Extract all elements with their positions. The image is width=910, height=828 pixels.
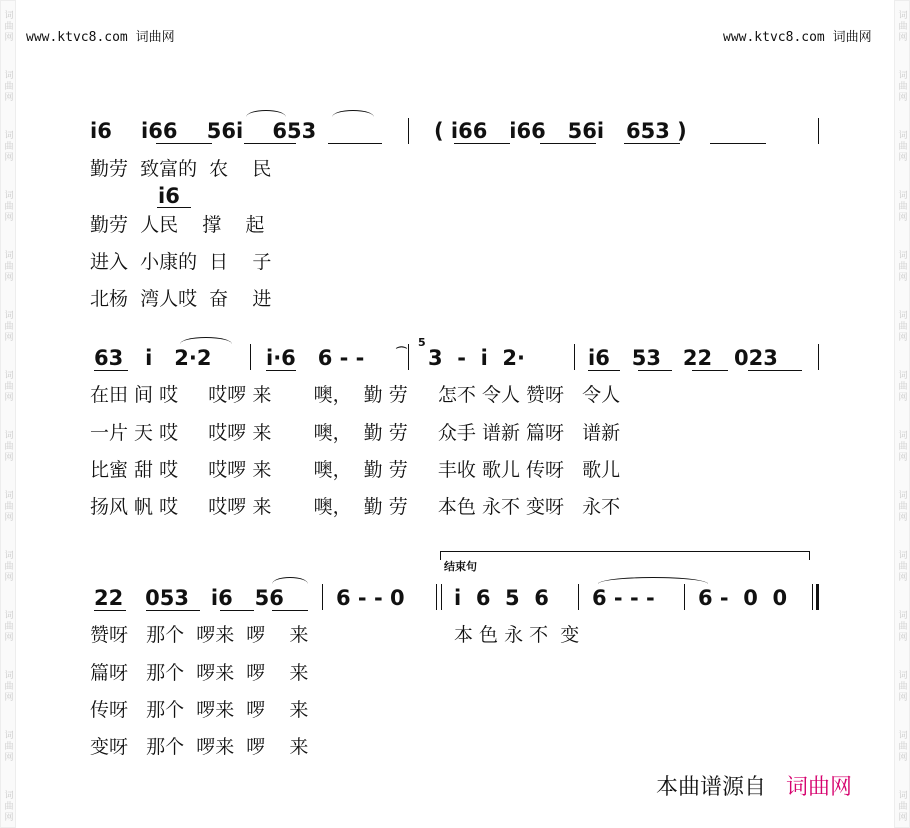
lyric-line-1-verse-2: 勤劳 人民 撑 起 [90,214,265,236]
watermark-text: 词 曲 网 [4,311,14,343]
watermark-text: 词 曲 网 [4,611,14,643]
watermark-text: 词 曲 网 [898,791,908,823]
watermark-text: 词 曲 网 [898,131,908,163]
lyric-line-3-verse-3: 传呀 那个 啰来 啰 来 [90,699,309,721]
watermark-text: 词 曲 网 [4,671,14,703]
barline [250,344,251,370]
beam [692,370,728,371]
watermark-text: 词 曲 网 [4,791,14,823]
watermark-text: 词 曲 网 [898,611,908,643]
double-barline [441,584,442,610]
barline [684,584,685,610]
notes-line-3b: 6 - - 0 [336,586,405,610]
watermark-text: 词 曲 网 [898,551,908,583]
watermark-text: 词 曲 网 [898,71,908,103]
watermark-text: 词 曲 网 [4,191,14,223]
watermark-text: 词 曲 网 [898,731,908,763]
source-label: 本曲谱源自 [656,775,767,800]
notes-line-3d: 6 - - - [592,586,655,610]
watermark-text: 词 曲 网 [4,551,14,583]
beam [146,610,200,611]
watermark-text: 词 曲 网 [898,11,908,43]
barline [818,118,819,144]
lyric-line-2-verse-1: 在田 间 哎 哎啰 来 噢， 勤 劳 怎不 令人 赞呀 令人 [90,384,621,406]
beam [220,610,254,611]
lyric-line-3-verse-2: 篇呀 那个 啰来 啰 来 [90,662,309,684]
lyric-line-3-verse-4: 变呀 那个 啰来 啰 来 [90,736,309,758]
watermark-text: 词 曲 网 [4,71,14,103]
lyric-line-2-verse-2: 一片 天 哎 哎啰 来 噢， 勤 劳 众手 谱新 篇呀 谱新 [90,422,621,444]
beam [454,143,510,144]
watermark-text: 词 曲 网 [4,371,14,403]
notes-line-2a: 63 i 2·2 [94,346,212,370]
lyric-line-1-verse-1: 勤劳 致富的 农 民 [90,158,272,180]
lyric-line-2-verse-4: 扬风 帆 哎 哎啰 来 噢， 勤 劳 本色 永不 变呀 永不 [90,496,621,518]
watermark-text: 词 曲 网 [4,251,14,283]
notes-line-2d: i6 53 22 023 [588,346,778,370]
beam [157,207,191,208]
beam [588,370,620,371]
beam [710,143,766,144]
tie-mark [272,577,308,584]
barline [578,584,579,610]
beam [638,370,672,371]
notes-line-1: i6 i66 56i 653 [90,119,317,143]
tie-mark [246,110,286,117]
ending-label: 结束句 [444,560,477,573]
header-right-site[interactable]: www.ktvc8.com 词曲网 [723,30,872,45]
notes-line-2c: 3 - i 2· [428,346,525,370]
watermark-text: 词 曲 网 [898,311,908,343]
barline [818,344,819,370]
lyric-line-2-verse-3: 比蜜 甜 哎 哎啰 来 噢， 勤 劳 丰收 歌儿 传呀 歌儿 [90,459,621,481]
notes-line-3c: i 6 5 6 [454,586,549,610]
barline [322,584,323,610]
barline [574,344,575,370]
barline [408,118,409,144]
source-credit [656,770,852,801]
notes-line-3a: 22 053 i6 56 [94,586,284,610]
watermark-text: 词 曲 网 [898,191,908,223]
left-watermark-strip [0,0,16,828]
beam [266,370,296,371]
notes-line-2b: i·6 6 - - [266,346,365,370]
watermark-text: 词 曲 网 [4,491,14,523]
beam [328,143,382,144]
beam [156,143,212,144]
watermark-text: 词 曲 网 [898,491,908,523]
watermark-text: 词 曲 网 [4,431,14,463]
beam [624,143,680,144]
lyric-line-1-verse-3: 进入 小康的 日 子 [90,251,272,273]
watermark-text: 词 曲 网 [4,11,14,43]
double-barline [436,584,437,610]
beam [94,610,126,611]
beam [244,143,296,144]
lyric-line-3-verse-1: 赞呀 那个 啰来 啰 来 [90,624,309,646]
watermark-text: 词 曲 网 [4,131,14,163]
watermark-text: 词 曲 网 [4,731,14,763]
breath-mark: ⌒ [396,346,407,359]
tie-mark [180,337,232,344]
watermark-text: 词 曲 网 [898,671,908,703]
final-barline [812,584,813,610]
notes-line-3e: 6 - 0 0 [698,586,788,610]
lyric-line-1-verse-4: 北杨 湾人哎 奋 进 [90,288,272,310]
notes-line-1-interlude: ( i66 i66 56i 653 ) [434,119,687,143]
ending-bracket [440,551,810,560]
grace-note: 5 [418,336,426,349]
beam [94,370,128,371]
beam [540,143,596,144]
final-barline [816,584,819,610]
tie-mark [332,110,374,117]
beam [748,370,802,371]
alt-notes: i6 [158,184,180,208]
tie-mark [598,577,708,584]
watermark-text: 词 曲 网 [898,251,908,283]
barline [408,344,409,370]
watermark-text: 词 曲 网 [898,431,908,463]
right-watermark-strip [894,0,910,828]
beam [272,610,308,611]
ending-lyric: 本 色 永 不 变 [454,624,580,646]
watermark-text: 词 曲 网 [898,371,908,403]
header-left-site[interactable]: www.ktvc8.com 词曲网 [26,30,175,45]
source-brand-link[interactable]: 词曲网 [786,775,853,800]
